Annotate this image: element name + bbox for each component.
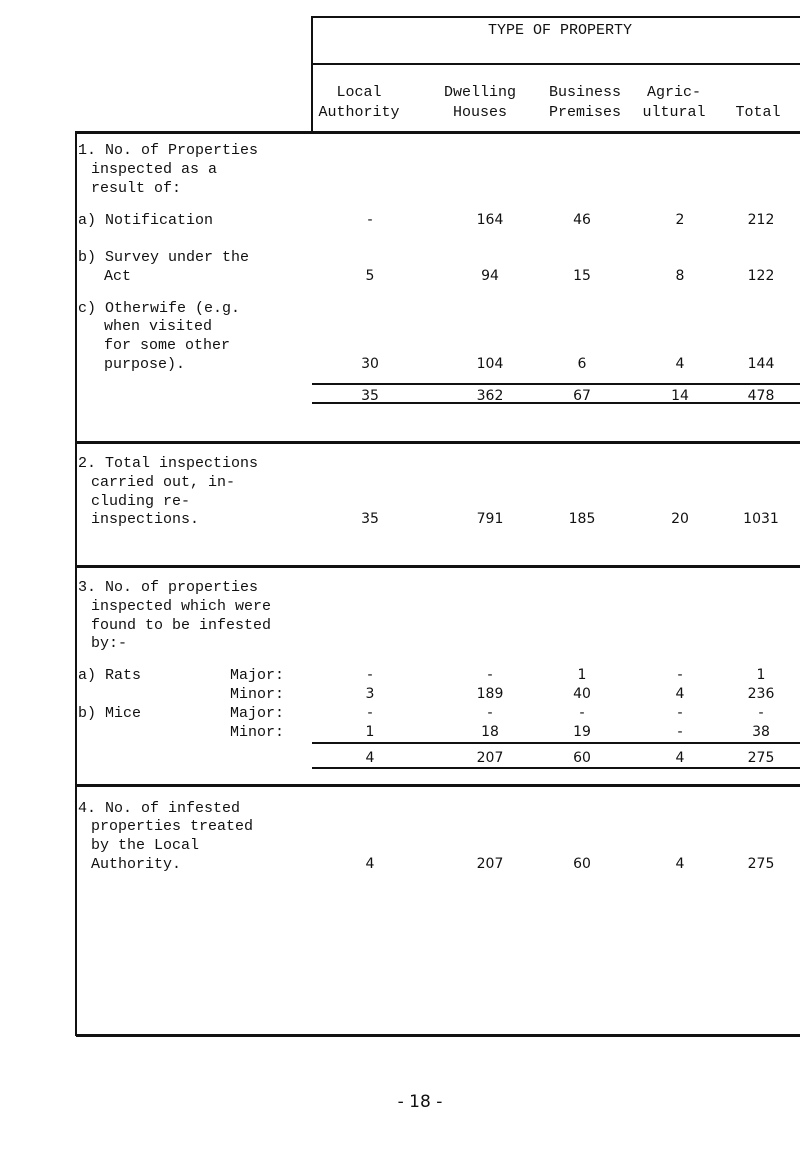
mice-minor-label: Minor: (230, 724, 285, 741)
group-title: TYPE OF PROPERTY (487, 22, 633, 39)
cell: 1 (365, 724, 375, 740)
cell: 275 (747, 856, 775, 872)
section4-title-line2: properties treated (91, 818, 254, 835)
row-otherwise-label-line1: c) Otherwife (e.g. (78, 300, 241, 317)
mice-major-label: Major: (230, 705, 285, 722)
header-bottom-rule (76, 131, 800, 134)
cell: 94 (481, 268, 499, 284)
cell: 236 (747, 686, 775, 702)
section3-title-line1: 3. No. of properties (78, 579, 259, 596)
cell: 207 (476, 856, 504, 872)
total-cell: 60 (573, 750, 591, 766)
total-cell: 35 (361, 388, 379, 404)
total-cell: 4 (365, 750, 375, 766)
section2-end-rule (76, 565, 800, 568)
section3-title-line2: inspected which were (91, 598, 272, 615)
row-otherwise-label-line2: when visited (104, 318, 213, 335)
section2-title-line4: inspections. (91, 511, 200, 528)
rats-major-label: Major: (230, 667, 285, 684)
cell: 791 (476, 511, 504, 527)
cell: 4 (675, 856, 685, 872)
row-otherwise-label-line4: purpose). (104, 356, 186, 373)
total-cell: 478 (747, 388, 775, 404)
section1-total-rule-bottom (312, 402, 800, 404)
header-mid-rule (312, 63, 800, 65)
cell: 19 (573, 724, 591, 740)
section3-total-rule-bottom (312, 767, 800, 769)
cell: 1 (756, 667, 766, 683)
cell: - (579, 705, 585, 721)
section3-title-line4: by:- (91, 635, 128, 652)
cell: 60 (573, 856, 591, 872)
cell: - (487, 705, 493, 721)
col-local-line2: Authority (318, 104, 400, 121)
cell: - (367, 667, 373, 683)
rats-label: a) Rats (78, 667, 142, 684)
cell: - (758, 705, 764, 721)
cell: 8 (675, 268, 685, 284)
section4-title-line3: by the Local (91, 837, 200, 854)
section4-title-line1: 4. No. of infested (78, 800, 241, 817)
col-dwelling-line1: Dwelling (443, 84, 517, 101)
section1-title-line1: 1. No. of Properties (78, 142, 259, 159)
section2-title-line1: 2. Total inspections (78, 455, 259, 472)
total-cell: 14 (671, 388, 689, 404)
cell: 185 (568, 511, 596, 527)
rats-minor-label: Minor: (230, 686, 285, 703)
cell: - (677, 705, 683, 721)
cell: 4 (365, 856, 375, 872)
table-left-rule (75, 131, 77, 1036)
cell: 15 (573, 268, 591, 284)
section2-title-line3: cluding re- (91, 493, 191, 510)
cell: 30 (361, 356, 379, 372)
total-cell: 275 (747, 750, 775, 766)
cell: 4 (675, 356, 685, 372)
col-total-line2: Total (735, 104, 781, 121)
cell: - (367, 212, 373, 228)
col-business-line2: Premises (548, 104, 622, 121)
row-survey-label-line2: Act (104, 268, 132, 285)
section1-title-line3: result of: (91, 180, 182, 197)
cell: 18 (481, 724, 499, 740)
cell: 1 (577, 667, 587, 683)
col-agric-line1: Agric- (646, 84, 702, 101)
cell: 144 (747, 356, 775, 372)
section2-title-line2: carried out, in- (91, 474, 236, 491)
total-cell: 4 (675, 750, 685, 766)
cell: 38 (752, 724, 770, 740)
cell: 6 (577, 356, 587, 372)
cell: 40 (573, 686, 591, 702)
cell: 104 (476, 356, 504, 372)
page-number: - 18 - (397, 1092, 443, 1112)
section1-title-line2: inspected as a (91, 161, 218, 178)
mice-label: b) Mice (78, 705, 142, 722)
cell: 212 (747, 212, 775, 228)
cell: 46 (573, 212, 591, 228)
row-otherwise-label-line3: for some other (104, 337, 231, 354)
cell: 3 (365, 686, 375, 702)
cell: 35 (361, 511, 379, 527)
cell: 5 (365, 268, 375, 284)
section3-total-rule-top (312, 742, 800, 744)
row-notification-label: a) Notification (78, 212, 214, 229)
cell: 189 (476, 686, 504, 702)
col-dwelling-line2: Houses (452, 104, 508, 121)
cell: - (367, 705, 373, 721)
total-cell: 67 (573, 388, 591, 404)
section1-total-rule-top (312, 383, 800, 385)
col-business-line1: Business (548, 84, 622, 101)
row-survey-label-line1: b) Survey under the (78, 249, 250, 266)
cell: 164 (476, 212, 504, 228)
section3-title-line3: found to be infested (91, 617, 272, 634)
header-top-rule (312, 16, 800, 18)
cell: - (677, 724, 683, 740)
cell: - (677, 667, 683, 683)
total-cell: 207 (476, 750, 504, 766)
cell: - (487, 667, 493, 683)
table-bottom-rule (76, 1034, 800, 1037)
cell: 4 (675, 686, 685, 702)
cell: 1031 (743, 511, 779, 527)
col-agric-line2: ultural (642, 104, 706, 121)
cell: 2 (675, 212, 685, 228)
total-cell: 362 (476, 388, 504, 404)
cell: 122 (747, 268, 775, 284)
cell: 20 (671, 511, 689, 527)
section1-end-rule (76, 441, 800, 444)
col-local-line1: Local (336, 84, 382, 101)
section4-title-line4: Authority. (91, 856, 182, 873)
section3-end-rule (76, 784, 800, 787)
header-left-rule (311, 16, 313, 132)
